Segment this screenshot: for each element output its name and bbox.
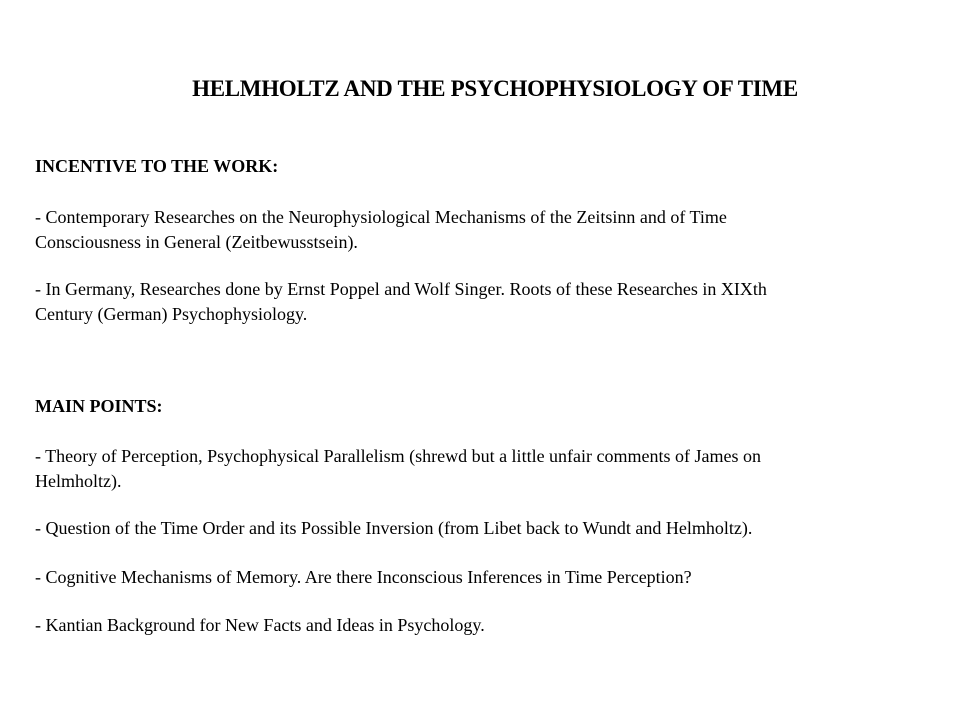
text-line: Consciousness in General (Zeitbewusstsein). bbox=[35, 232, 358, 252]
text-line: Helmholtz). bbox=[35, 471, 122, 491]
incentive-heading: INCENTIVE TO THE WORK: bbox=[35, 156, 279, 176]
slide-title: HELMHOLTZ AND THE PSYCHOPHYSIOLOGY OF TIME bbox=[192, 76, 798, 101]
text-line: - Question of the Time Order and its Possible Inversion (from Libet back to Wundt and Helmholtz). bbox=[35, 518, 753, 538]
main-points-heading: MAIN POINTS: bbox=[35, 396, 163, 416]
main-point-kantian-background bbox=[35, 613, 915, 638]
main-point-time-order bbox=[35, 516, 915, 541]
incentive-point-contemporary-researches bbox=[35, 205, 915, 255]
incentive-point-germany-researches bbox=[35, 277, 915, 327]
text-line: - Contemporary Researches on the Neurophysiological Mechanisms of the Zeitsinn and of Time bbox=[35, 207, 727, 227]
text-line: - Kantian Background for New Facts and Ideas in Psychology. bbox=[35, 615, 485, 635]
text-line: - Cognitive Mechanisms of Memory. Are there Inconscious Inferences in Time Perception? bbox=[35, 567, 692, 587]
main-point-theory-of-perception bbox=[35, 444, 915, 494]
text-line: Century (German) Psychophysiology. bbox=[35, 304, 308, 324]
text-line: - In Germany, Researches done by Ernst Poppel and Wolf Singer. Roots of these Researches in XIXth bbox=[35, 279, 767, 299]
text-line: - Theory of Perception, Psychophysical Parallelism (shrewd but a little unfair comments of James on bbox=[35, 446, 762, 466]
main-point-cognitive-mechanisms bbox=[35, 565, 915, 590]
